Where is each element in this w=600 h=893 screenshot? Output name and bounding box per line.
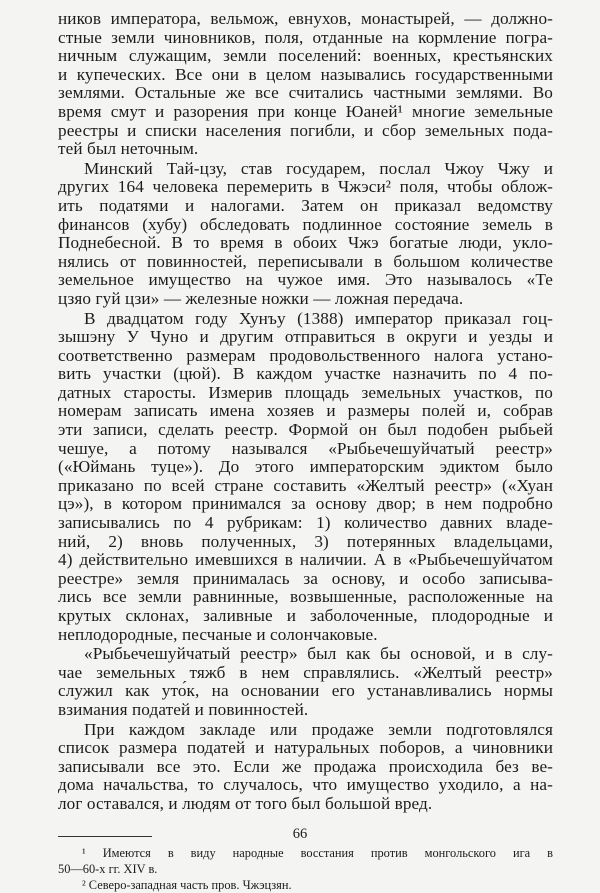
text-line: тей был неточным. — [58, 139, 199, 159]
text-line: При каждом закладе или продаже земли подготовлялся — [84, 719, 553, 739]
paragraph-3 — [58, 310, 553, 645]
text-line: реестре» земля принималась за основу, и особо записыва- — [58, 568, 553, 588]
text-line: и купеческих. Все они в целом назывались государственными — [58, 64, 553, 84]
footnote-line: ² Северо-западная часть пров. Чжэцзян. — [82, 877, 292, 892]
page-number: 66 — [292, 826, 308, 842]
text-line: 4) действительно имевшихся в наличии. А в «Рыбьечешуйчатом — [58, 550, 553, 570]
text-line: дома начальства, то случалось, что имущество уходило, а на- — [58, 775, 553, 795]
text-line: Поднебесной. В то время в обоих Чжэ богатые люди, укло- — [58, 233, 553, 253]
text-line: взимания податей и повинностей. — [58, 699, 309, 719]
text-line: ников императора, вельмож, евнухов, монастырей, — должно- — [58, 9, 553, 28]
text-line: записывались по 4 рубрикам: 1) количество давних владе- — [58, 513, 553, 533]
text-line: датных старосты. Измерив площадь земельных участков, по — [58, 382, 553, 402]
text-line: лог оставался, и людям от того был большой вред. — [58, 793, 433, 813]
text-line: ний, 2) вновь полученных, 3) потерянных владельцами, — [58, 531, 553, 551]
text-line: неплодородные, песчаные и солончаковые. — [58, 624, 378, 644]
text-line: лись все земли равнинные, возвышенные, расположенные на — [58, 587, 553, 607]
text-line: цэ»), в котором принимался за основу двор; в нем подробно — [58, 494, 553, 514]
paragraph-1 — [58, 10, 553, 159]
text-line: В двадцатом году Хунъу (1388) император приказал гоц- — [84, 308, 553, 328]
text-line: номерам записать имена хозяев и размеры полей и, собрав — [58, 401, 553, 421]
text-line: приказано по всей стране составить «Желтый реестр» («Хуан — [58, 475, 553, 495]
text-line: вить участки (цюй). В каждом участке назначить по 4 по- — [58, 364, 553, 384]
text-line: ничным служащим, земли поселений: военных, крестьянских — [58, 46, 553, 66]
text-line: финансов (хубу) обследовать подлинное состояние земель в — [58, 214, 553, 234]
text-line: землями. Остальные же все считались частными землями. Во — [58, 83, 553, 103]
text-line: стные земли чиновников, поля, отданные на кормление погра- — [58, 27, 553, 47]
text-line: эти записи, сделать реестр. Формой он был подобен рыбьей — [58, 420, 553, 440]
text-line: нялись от повинностей, переписывали в большом количестве — [58, 251, 553, 271]
paragraph-5 — [58, 721, 553, 814]
paragraph-2 — [58, 160, 553, 309]
text-line: других 164 человека перемерить в Чжэси² поля, чтобы облож- — [58, 177, 553, 197]
text-line: земельное имущество на чужое имя. Это называлось «Те — [58, 270, 553, 290]
footnote-2 — [58, 877, 553, 893]
footnote-line: ¹ Имеются в виду народные восстания против монгольского ига в — [82, 845, 553, 860]
text-line: «Рыбьечешуйчатый реестр» был как бы основой, и в слу- — [84, 644, 553, 664]
text-line: крутых склонах, заливные и заболоченные, плодородные и — [58, 606, 553, 625]
text-line: цзяо гуй цзи» — железные ножки — ложная передача. — [58, 288, 464, 308]
text-line: («Юймань туце»). До этого императорским эдиктом было — [58, 457, 553, 477]
footnote-line: 50—60-х гг. XIV в. — [58, 861, 158, 876]
text-line: соответственно размерам продовольственного налога устано- — [58, 345, 553, 365]
text-line: зышэну У Чуно и другим отправиться в округи и уезды и — [58, 327, 553, 347]
text-line: служил как уто́к, на основании его устанавливались нормы — [58, 681, 553, 701]
paragraph-4 — [58, 645, 553, 719]
footnote-1 — [58, 845, 553, 877]
text-line: чешуе, а потому назывался «Рыбьечешуйчатый реестр» — [58, 438, 553, 458]
text-line: время смут и разорения при конце Юаней¹ многие земельные — [58, 101, 553, 121]
text-line: реестры и списки населения погибли, и сбор земельных пода- — [58, 120, 553, 140]
text-line: ить податями и налогами. Затем он приказал ведомству — [58, 195, 553, 215]
text-line: записывали все это. Если же продажа происходила без ве- — [58, 756, 553, 776]
text-line: список размера податей и натуральных поборов, а чиновники — [58, 738, 553, 758]
text-line: чае земельных тяжб в нем справлялись. «Желтый реестр» — [58, 662, 553, 682]
text-line: Минский Тай-цзу, став государем, послал Чжоу Чжу и — [84, 158, 553, 178]
